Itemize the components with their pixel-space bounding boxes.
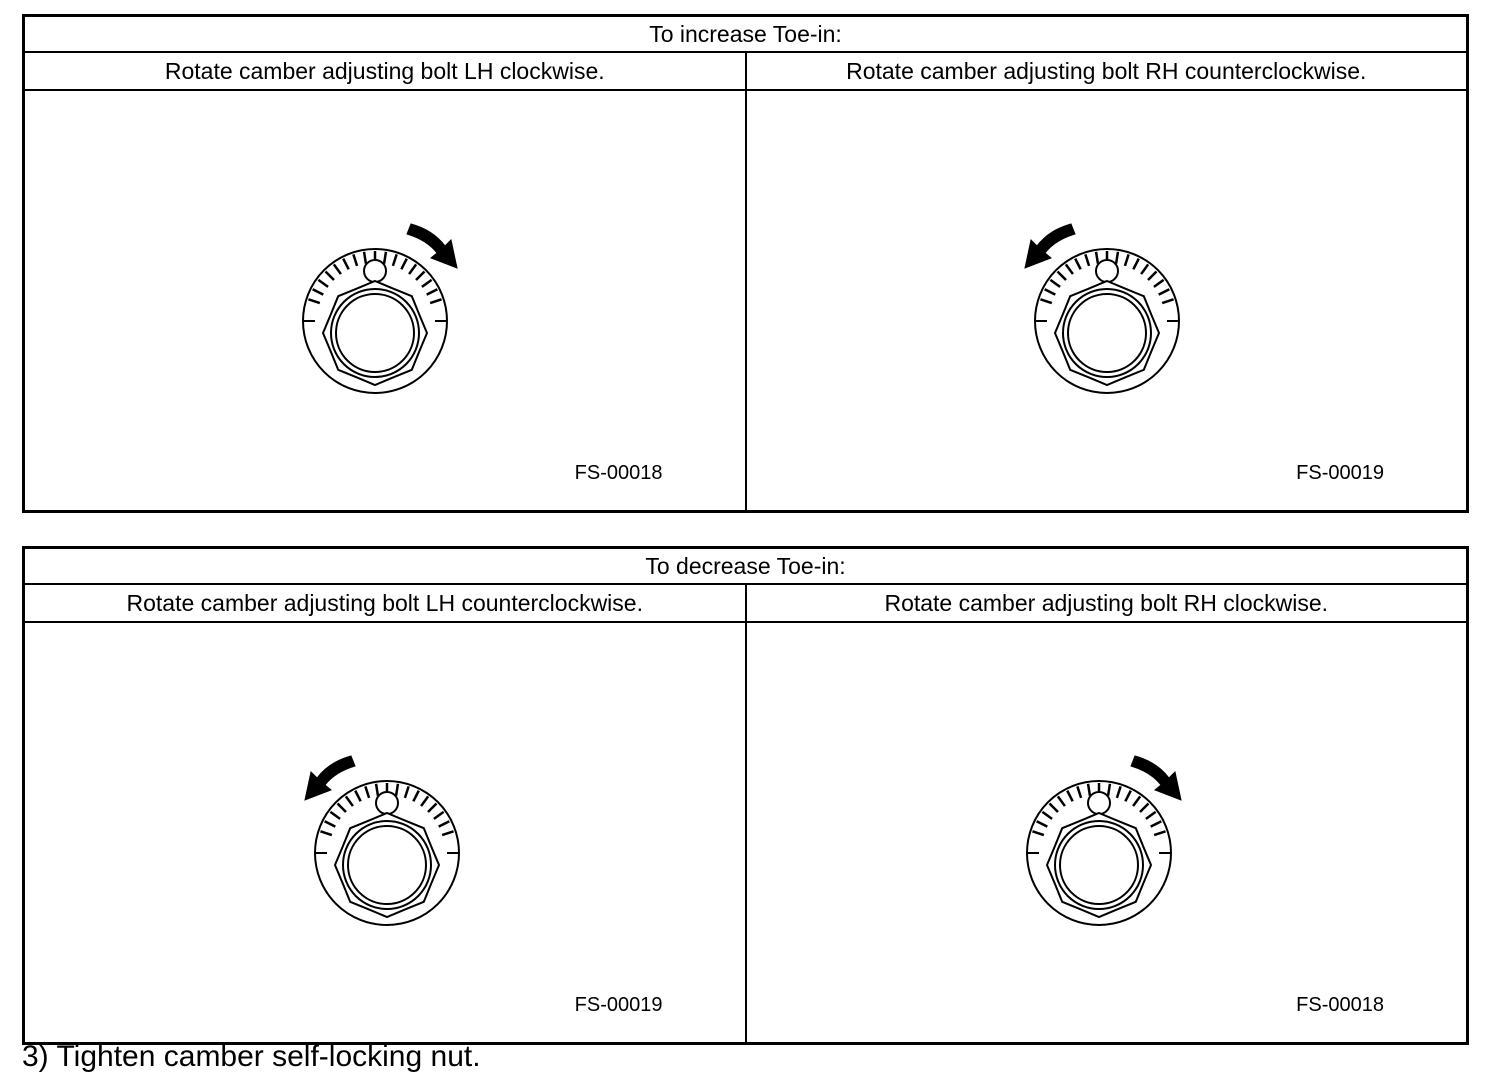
- decrease-lh-figure: [25, 623, 747, 1042]
- increase-figures-row: [25, 91, 1466, 510]
- decrease-instructions-row: [25, 585, 1466, 623]
- increase-toe-in-table: [22, 14, 1469, 513]
- increase-rh-figure: [747, 91, 1467, 510]
- increase-lh-instruction: Rotate camber adjusting bolt LH clockwise.: [25, 53, 747, 89]
- increase-toe-in-title: To increase Toe-in:: [25, 17, 1466, 53]
- figure-id: FS-00018: [1296, 994, 1384, 1016]
- figure-id: FS-00018: [574, 462, 663, 484]
- increase-instructions-row: [25, 53, 1466, 91]
- figure-id: FS-00019: [574, 994, 663, 1016]
- increase-lh-figure: [25, 91, 747, 510]
- camber-bolt-ccw-icon: [297, 753, 477, 943]
- decrease-toe-in-table: [22, 546, 1469, 1045]
- footnote: 3) Tighten camber self-locking nut.: [22, 1040, 481, 1073]
- camber-bolt-ccw-icon: [1017, 221, 1197, 411]
- camber-bolt-cw-icon: [285, 221, 465, 411]
- decrease-toe-in-title: To decrease Toe-in:: [25, 549, 1466, 585]
- decrease-lh-instruction: Rotate camber adjusting bolt LH counterclockwise.: [25, 585, 747, 621]
- decrease-rh-instruction: Rotate camber adjusting bolt RH clockwise.: [884, 590, 1329, 616]
- figure-id: FS-00019: [1296, 462, 1384, 484]
- decrease-figures-row: [25, 623, 1466, 1042]
- decrease-rh-figure: [747, 623, 1467, 1042]
- camber-bolt-cw-icon: [1009, 753, 1189, 943]
- increase-rh-instruction: Rotate camber adjusting bolt RH counterclockwise.: [846, 58, 1367, 84]
